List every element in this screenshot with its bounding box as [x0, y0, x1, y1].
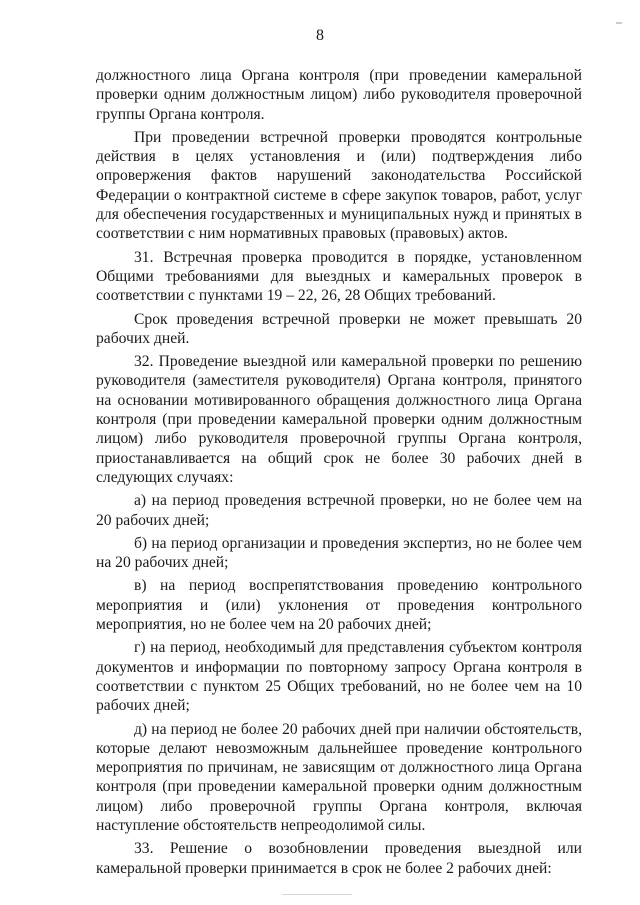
- paragraph-clause-31: 31. Встречная проверка проводится в порядке, установленном Общими требованиями для выездных и камеральных проверок в соответствии с пунктами 19 – 22, 26, 28 Общих требований.: [96, 248, 582, 305]
- document-body: [96, 66, 582, 882]
- scan-artifact-bottom: [282, 894, 352, 895]
- list-item-b: б) на период организации и проведения экспертиз, но не более чем на 20 рабочих дней;: [96, 534, 582, 572]
- paragraph-clause-33: 33. Решение о возобновлении проведения выездной или камеральной проверки принимается в срок не более 2 рабочих дней:: [96, 840, 582, 877]
- list-item-g: г) на период, необходимый для представления субъектом контроля документов и информации по повторному запросу Органа контроля в соответствии с пунктом 25 Общих требований, но не более чем на 10 рабочих дней;: [96, 639, 582, 715]
- scan-artifact: [616, 22, 622, 24]
- paragraph-continuation: должностного лица Органа контроля (при проведении камеральной проверки одним должностным лицом) либо руководителя проверочной группы Органа контроля.: [96, 67, 582, 123]
- paragraph-counter-check-purpose: При проведении встречной проверки проводятся контрольные действия в целях установления и (или) подтверждения либо опровержения фактов нарушений законодательства Российской Федерации о контрактной системе в сфере закупок товаров, работ, услуг для обеспечения государственных и муниципальных нужд и принятых в соответствии с ним нормативных правовых (правовых) актов.: [96, 128, 582, 243]
- page-number: 8: [316, 27, 324, 44]
- paragraph-clause-32: 32. Проведение выездной или камеральной проверки по решению руководителя (заместителя руководителя) Органа контроля, принятого на основании мотивированного обращения должностного лица Органа контроля (при проведении камеральной проверки одним должностным лицом) либо руководителя проверочной группы Органа контроля, приостанавливается на общий срок не более 30 рабочих дней в следующих случаях:: [96, 353, 582, 486]
- list-item-a: а) на период проведения встречной проверки, но не более чем на 20 рабочих дней;: [96, 492, 582, 529]
- paragraph-counter-check-term: Срок проведения встречной проверки не может превышать 20 рабочих дней.: [96, 310, 582, 347]
- list-item-v: в) на период воспрепятствования проведению контрольного мероприятия и (или) уклонения от проведения контрольного мероприятия, но не более чем на 20 рабочих дней;: [96, 577, 582, 634]
- list-item-d: д) на период не более 20 рабочих дней при наличии обстоятельств, которые делают невозможным дальнейшее проведение контрольного мероприятия по причинам, не зависящим от должностного лица Органа контроля (при проведении камеральной проверки одним должностным лицом) либо проверочной группы Органа контроля, включая наступление обстоятельств непреодолимой силы.: [96, 720, 582, 834]
